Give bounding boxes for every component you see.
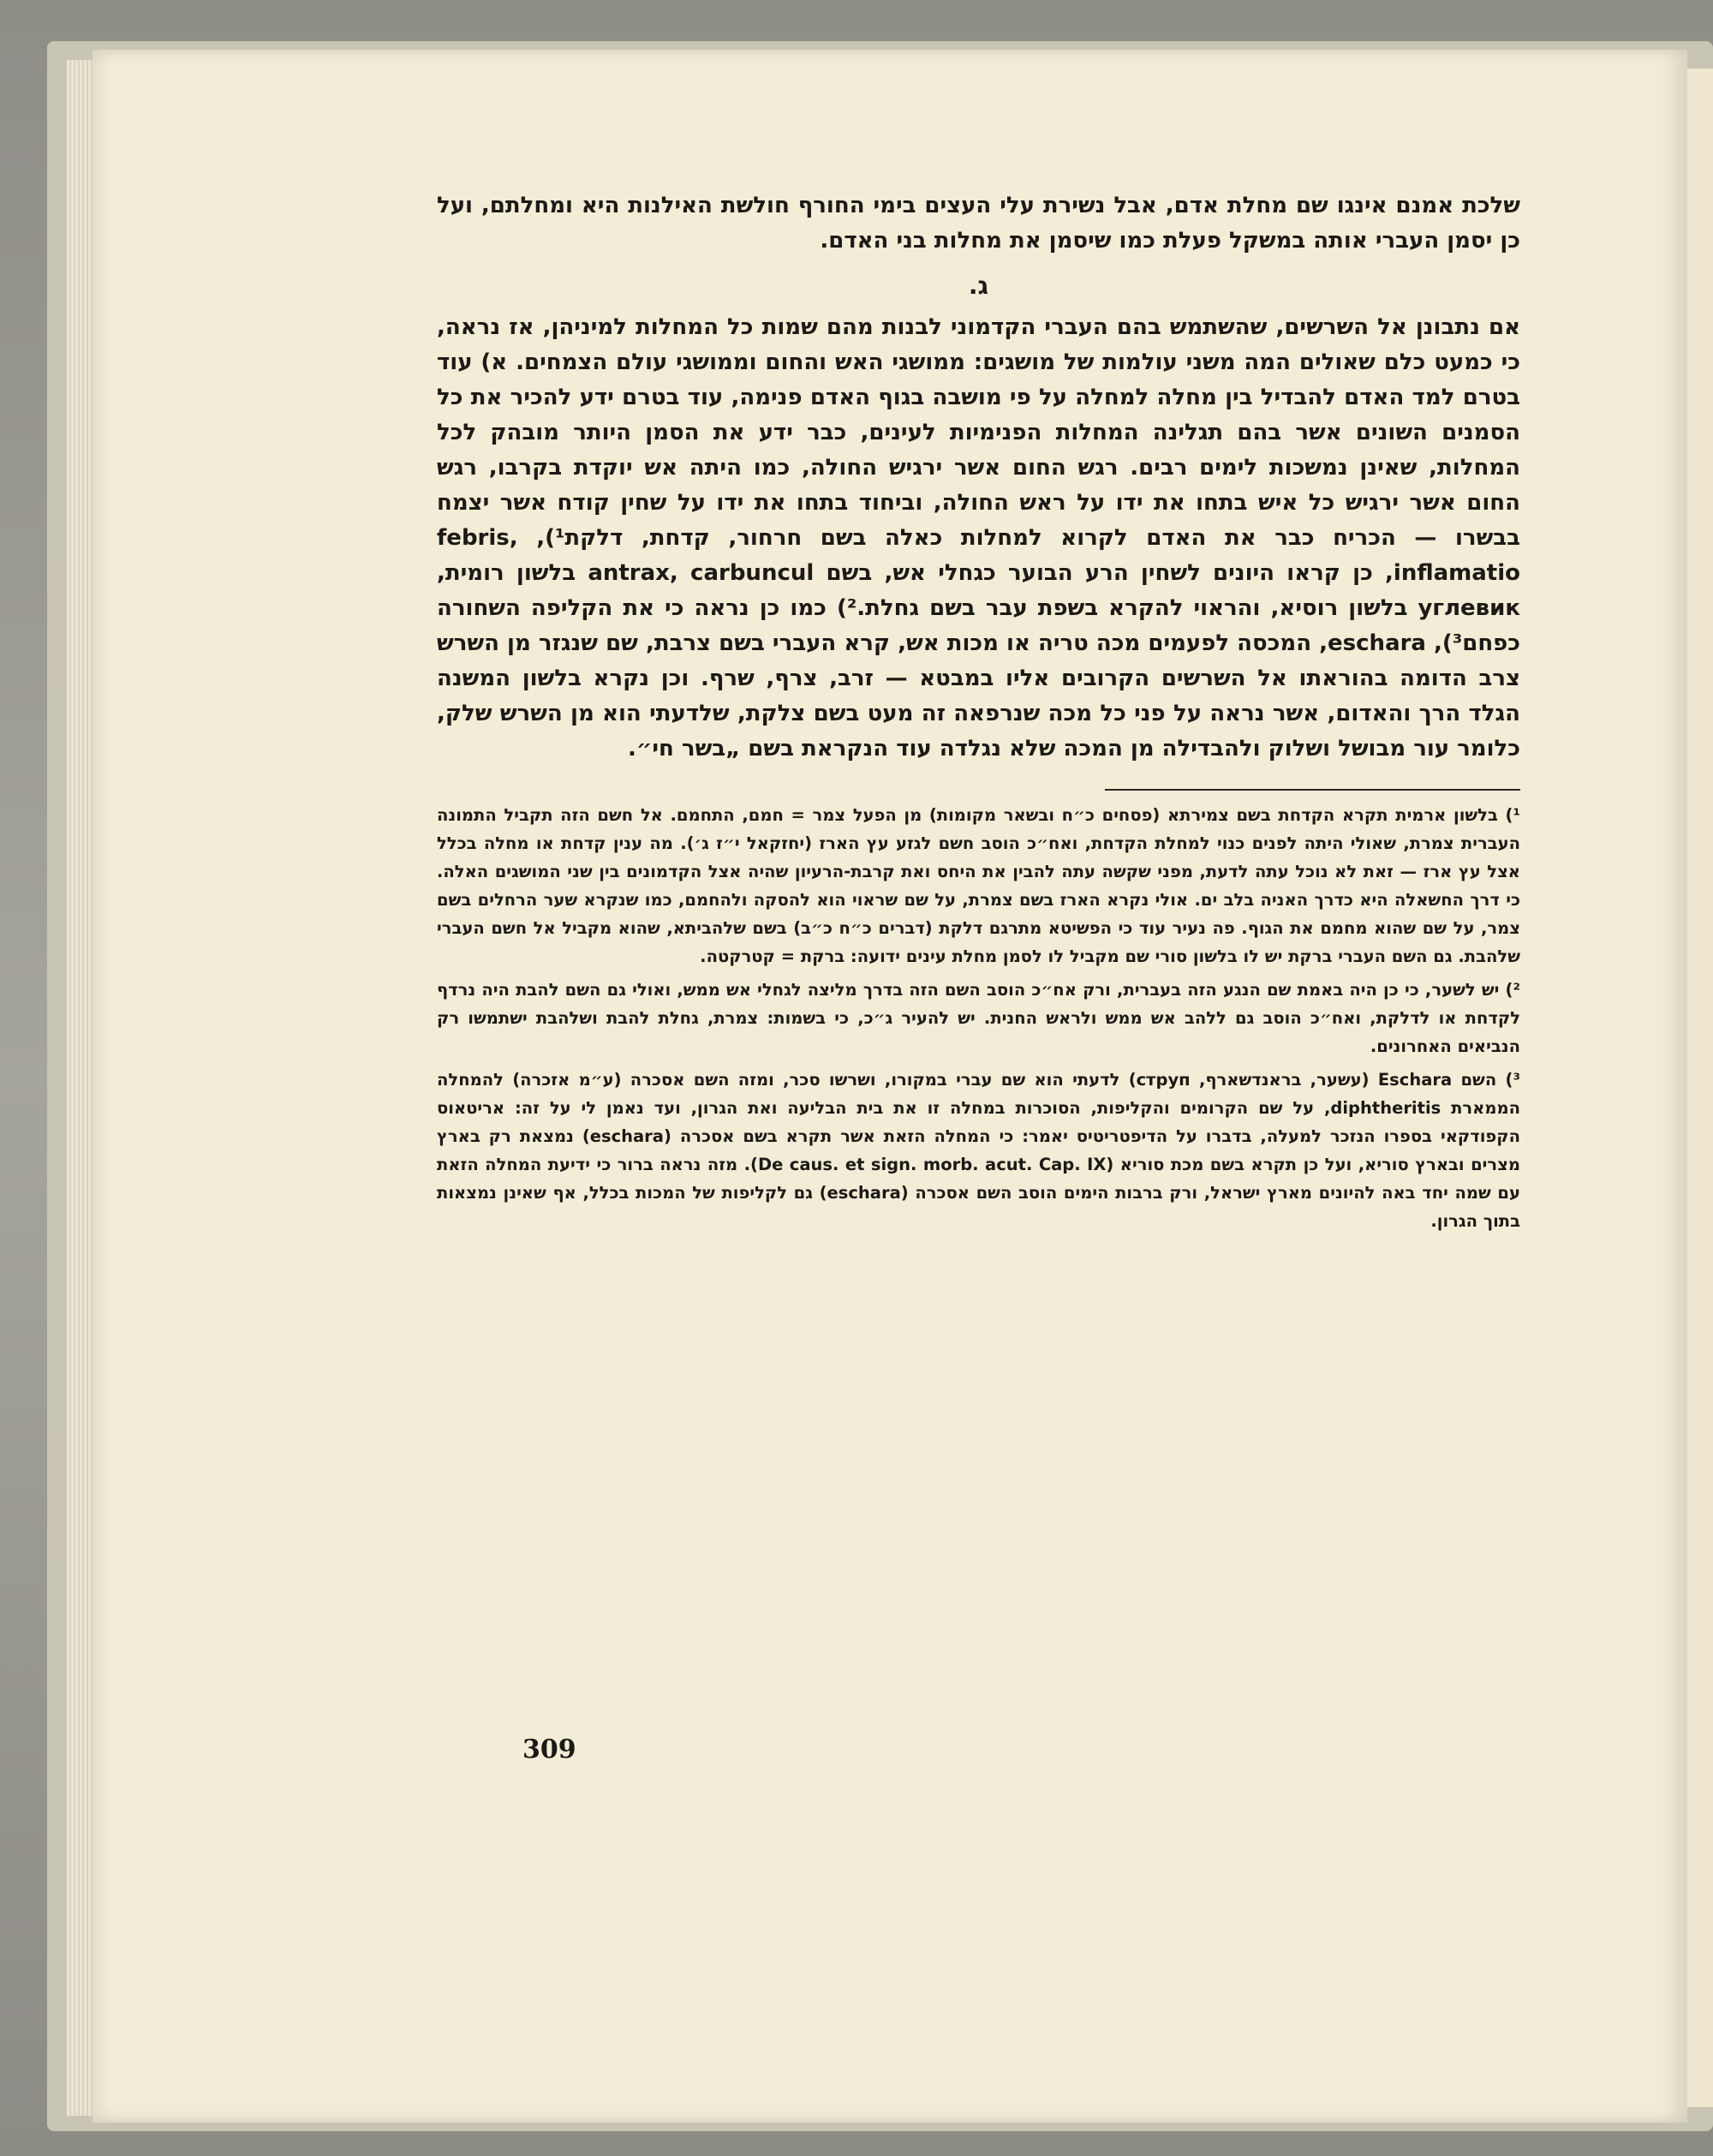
paragraph-1: שלכת אמנם אינגו שם מחלת אדם, אבל נשירת עלי העצים בימי החורף חולשת האילנות היא ומחלתם, ועל כן יסמן העברי אותה במשקל פעלת כמו שיסמן את מחלות בני האדם.	[437, 193, 1520, 254]
footnote-divider	[1105, 789, 1520, 791]
page-number: 309	[522, 1735, 576, 1765]
footnote-2: ²) יש לשער, כי כן היה באמת שם הנגע הזה בעברית, ורק אח״כ הוסב השם הזה בדרך מליצה לגחלי אש ממש, ואולי גם השם להבת היה נרדף לקדחת או לדלקת, ואח״כ הוסב גם ללהב אש ממש ולראש החנית. יש להעיר ג״כ, כי בשמות: צמרת, גחלת להבת ושלהבת ישתמשו רק הנביאים האחרונים.	[437, 980, 1520, 1056]
next-page-edge	[1683, 69, 1713, 2107]
footnote-1: ¹) בלשון ארמית תקרא הקדחת בשם צמירתא (פסחים כ״ח ובשאר מקומות) מן הפעל צמר = חמם, התחמם. אל חשם הזה תקביל התמונה העברית צמרת, שאולי היתה לפנים כנוי למחלת הקדחת, ואח״כ הוסב חשם לגזע עץ הארז (יחזקאל י״ז ג׳). מה ענין קדחת או מחלה בכלל אצל עץ ארז — זאת לא נוכל עתה לדעת, מפני שקשה עתה להבין את היחס ואת קרבת-הרעיון שהיה אצל הקדמונים בין שני המושגים האלה. כי דרך החשאלה היא כדרך האניה בלב ים. אולי נקרא הארז בשם צמרת, על שם שראוי הוא להסקה ולהחמם, כמו שנקרא שער הרחלים בשם צמר, על שם שהוא מחמם את הגוף. פה נעיר עוד כי הפשיטא מתרגם דלקת (דברים כ״ח כ״ב) בשם שלהביתא, שהוא מקביל אל חשם העברי שלהבת. גם השם העברי ברקת יש לו בלשון סורי שם מקביל לו לסמן מחלת עינים ידועה: ברקת = קטרקטה.	[437, 805, 1520, 966]
paragraph-2: אם נתבונן אל השרשים, שהשתמש בהם העברי הקדמוני לבנות מהם שמות כל המחלות למיניהן, אז נראה, כי כמעט כלם שאולים המה משני עולמות של מושגים: ממושגי האש והחום וממושגי עולם הצמחים. א) עוד בטרם למד האדם להבדיל בין מחלה למחלה על פי מושבה בגוף האדם פנימה, עוד בטרם ידע להכיר את כל הסמנים השונים אשר בהם תגלינה המחלות הפנימיות לעינים, כבר ידע את הסמן היותר מובהק לכל המחלות, שאינן נמשכות לימים רבים. רגש החום אשר ירגיש החולה, כמו היתה אש יוקדת בקרבו, רגש החום אשר ירגיש כל איש בתחו את ידו על ראש החולה, וביחוד בתחו את ידו על שחין קודח אשר יצמח בבשרו — הכריח כבר את האדם לקרוא למחלות כאלה בשם חרחור, קדחת, דלקת¹), febris, inflamatio, כן קראו היונים לשחין הרע הבוער כגחלי אש, בשם antrax, carbuncul בלשון רומית, углевик בלשון רוסיא, והראוי להקרא בשפת עבר בשם גחלת.²) כמו כן נראה כי את הקליפה השחורה כפחם³), eschara, המכסה לפעמים מכה טריה או מכות אש, קרא העברי בשם צרבת, שם שנגזר מן השרש צרב הדומה בהוראתו אל השרשים הקרובים אליו במבטא — זרב, צרף, שרף. וכן נקרא בלשון המשנה הגלד הרך והאדום, אשר נראה על פני כל מכה שנרפאה זה מעט בשם צלקת, שלדעתי הוא מן השרש שלק, כלומר עור מבושל ושלוק ולהבדילה מן המכה שלא נגלדה עוד הנקראת בשם „בשר חי״.	[437, 314, 1521, 761]
text-block	[437, 188, 1520, 1240]
footnote-3: ³) השם Eschara (עשער, בראנדשארף, струп) לדעתי הוא שם עברי במקורו, ושרשו סכר, ומזה השם אסכרה (ע״מ אזכרה) להמחלה הממארת diphtheritis, על שם הקרומים והקליפות, הסוכרות במחלה זו את בית הבליעה ואת הגרון, ועד נאמן לי על זה: אריטאוס הקפודקאי בספרו הנזכר למעלה, בדברו על הדיפטריטיס יאמר: כי המחלה הזאת אשר תקרא בשם אסכרה (eschara) נמצאת רק בארץ מצרים ובארץ סוריא, ועל כן תקרא בשם מכת סוריא (De caus. et sign. morb. acut. Cap. IX). מזה נראה ברור כי ידיעת המחלה הזאת עם שמה יחד באה להיונים מארץ ישראל, ורק ברבות הימים הוסב השם אסכרה (eschara) גם לקליפות של המכות בכלל, אף שאינן נמצאות בתוך הגרון.	[437, 1070, 1520, 1231]
section-heading: ג.	[968, 272, 989, 300]
